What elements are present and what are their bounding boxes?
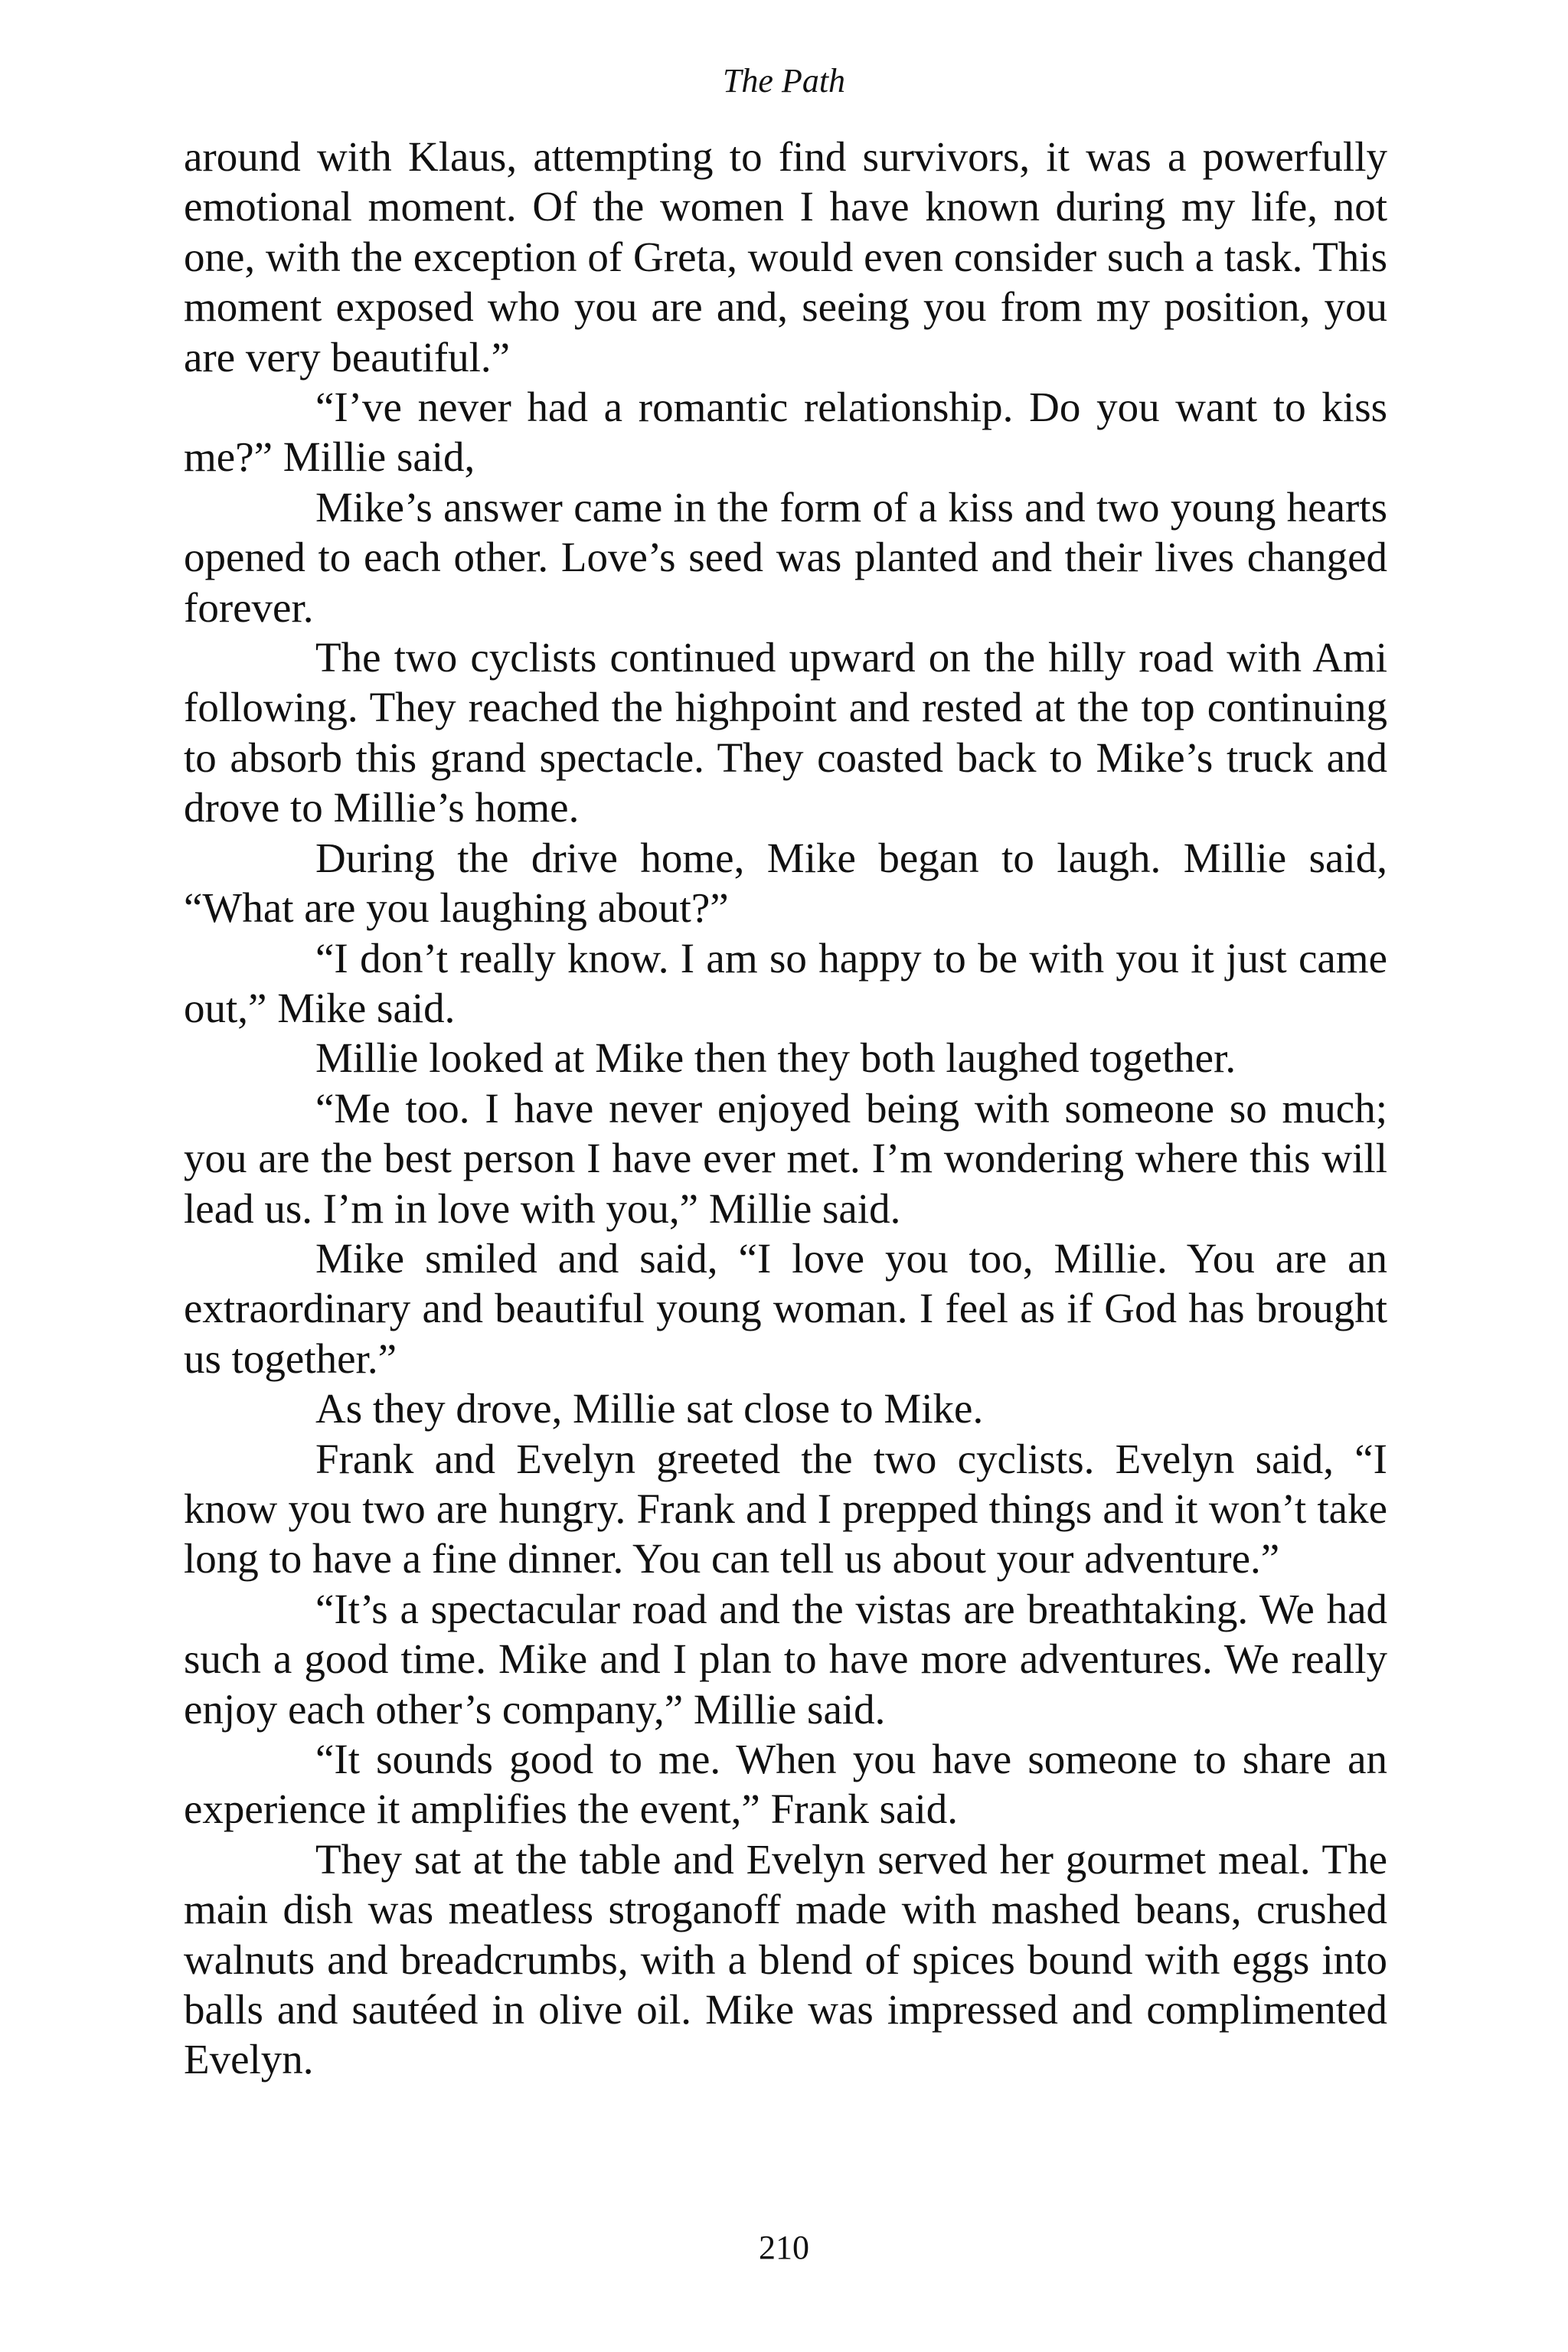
running-title: The Path [722,62,846,100]
paragraph: “It sounds good to me. When you have someone to share an experience it amplifies the event,” Frank said. [184,1736,1387,1833]
paragraph: “I’ve never had a romantic relationship. Do you want to kiss me?” Millie said, [184,384,1387,481]
paragraph: Frank and Evelyn greeted the two cyclists. Evelyn said, “I know you two are hungry. Frank and I prepped things and it won’t take long to have a fine dinner. You can tell us about your adventure.” [184,1435,1387,1583]
paragraph: around with Klaus, attempting to find survivors, it was a powerfully emotional moment. Of the women I have known during my life, not one, with the exception of Greta, would even consider such a task. This moment exposed who you are and, seeing you from my position, you are very beautiful.” [184,133,1387,381]
body-text [184,132,1387,2085]
paragraph: Millie looked at Mike then they both laughed together. [315,1034,1236,1082]
paragraph: Mike smiled and said, “I love you too, Millie. You are an extraordinary and beautiful young woman. I feel as if God has brought us together.” [184,1234,1387,1382]
paragraph: “I don’t really know. I am so happy to be with you it just came out,” Mike said. [184,934,1387,1031]
paragraph: They sat at the table and Evelyn served her gourmet meal. The main dish was meatless stroganoff made with mashed beans, crushed walnuts and breadcrumbs, with a blend of spices bound with eggs into balls and sautéed in olive oil. Mike was impressed and complimented Evelyn. [184,1835,1387,2083]
paragraph: “It’s a spectacular road and the vistas are breathtaking. We had such a good time. Mike and I plan to have more adventures. We really enjoy each other’s company,” Millie said. [184,1585,1387,1733]
paragraph: As they drove, Millie sat close to Mike. [315,1385,984,1432]
paragraph: During the drive home, Mike began to laugh. Millie said, “What are you laughing about?” [184,834,1387,932]
page-number: 210 [759,2229,809,2266]
paragraph: The two cyclists continued upward on the hilly road with Ami following. They reached the highpoint and rested at the top continuing to absorb this grand spectacle. They coasted back to Mike’s truck and drove to Millie’s home. [184,634,1387,831]
paragraph: “Me too. I have never enjoyed being with someone so much; you are the best person I have ever met. I’m wondering where this will lead us. I’m in love with you,” Millie said. [184,1084,1387,1232]
paragraph: Mike’s answer came in the form of a kiss and two young hearts opened to each other. Love’s seed was planted and their lives changed forever. [184,483,1387,631]
